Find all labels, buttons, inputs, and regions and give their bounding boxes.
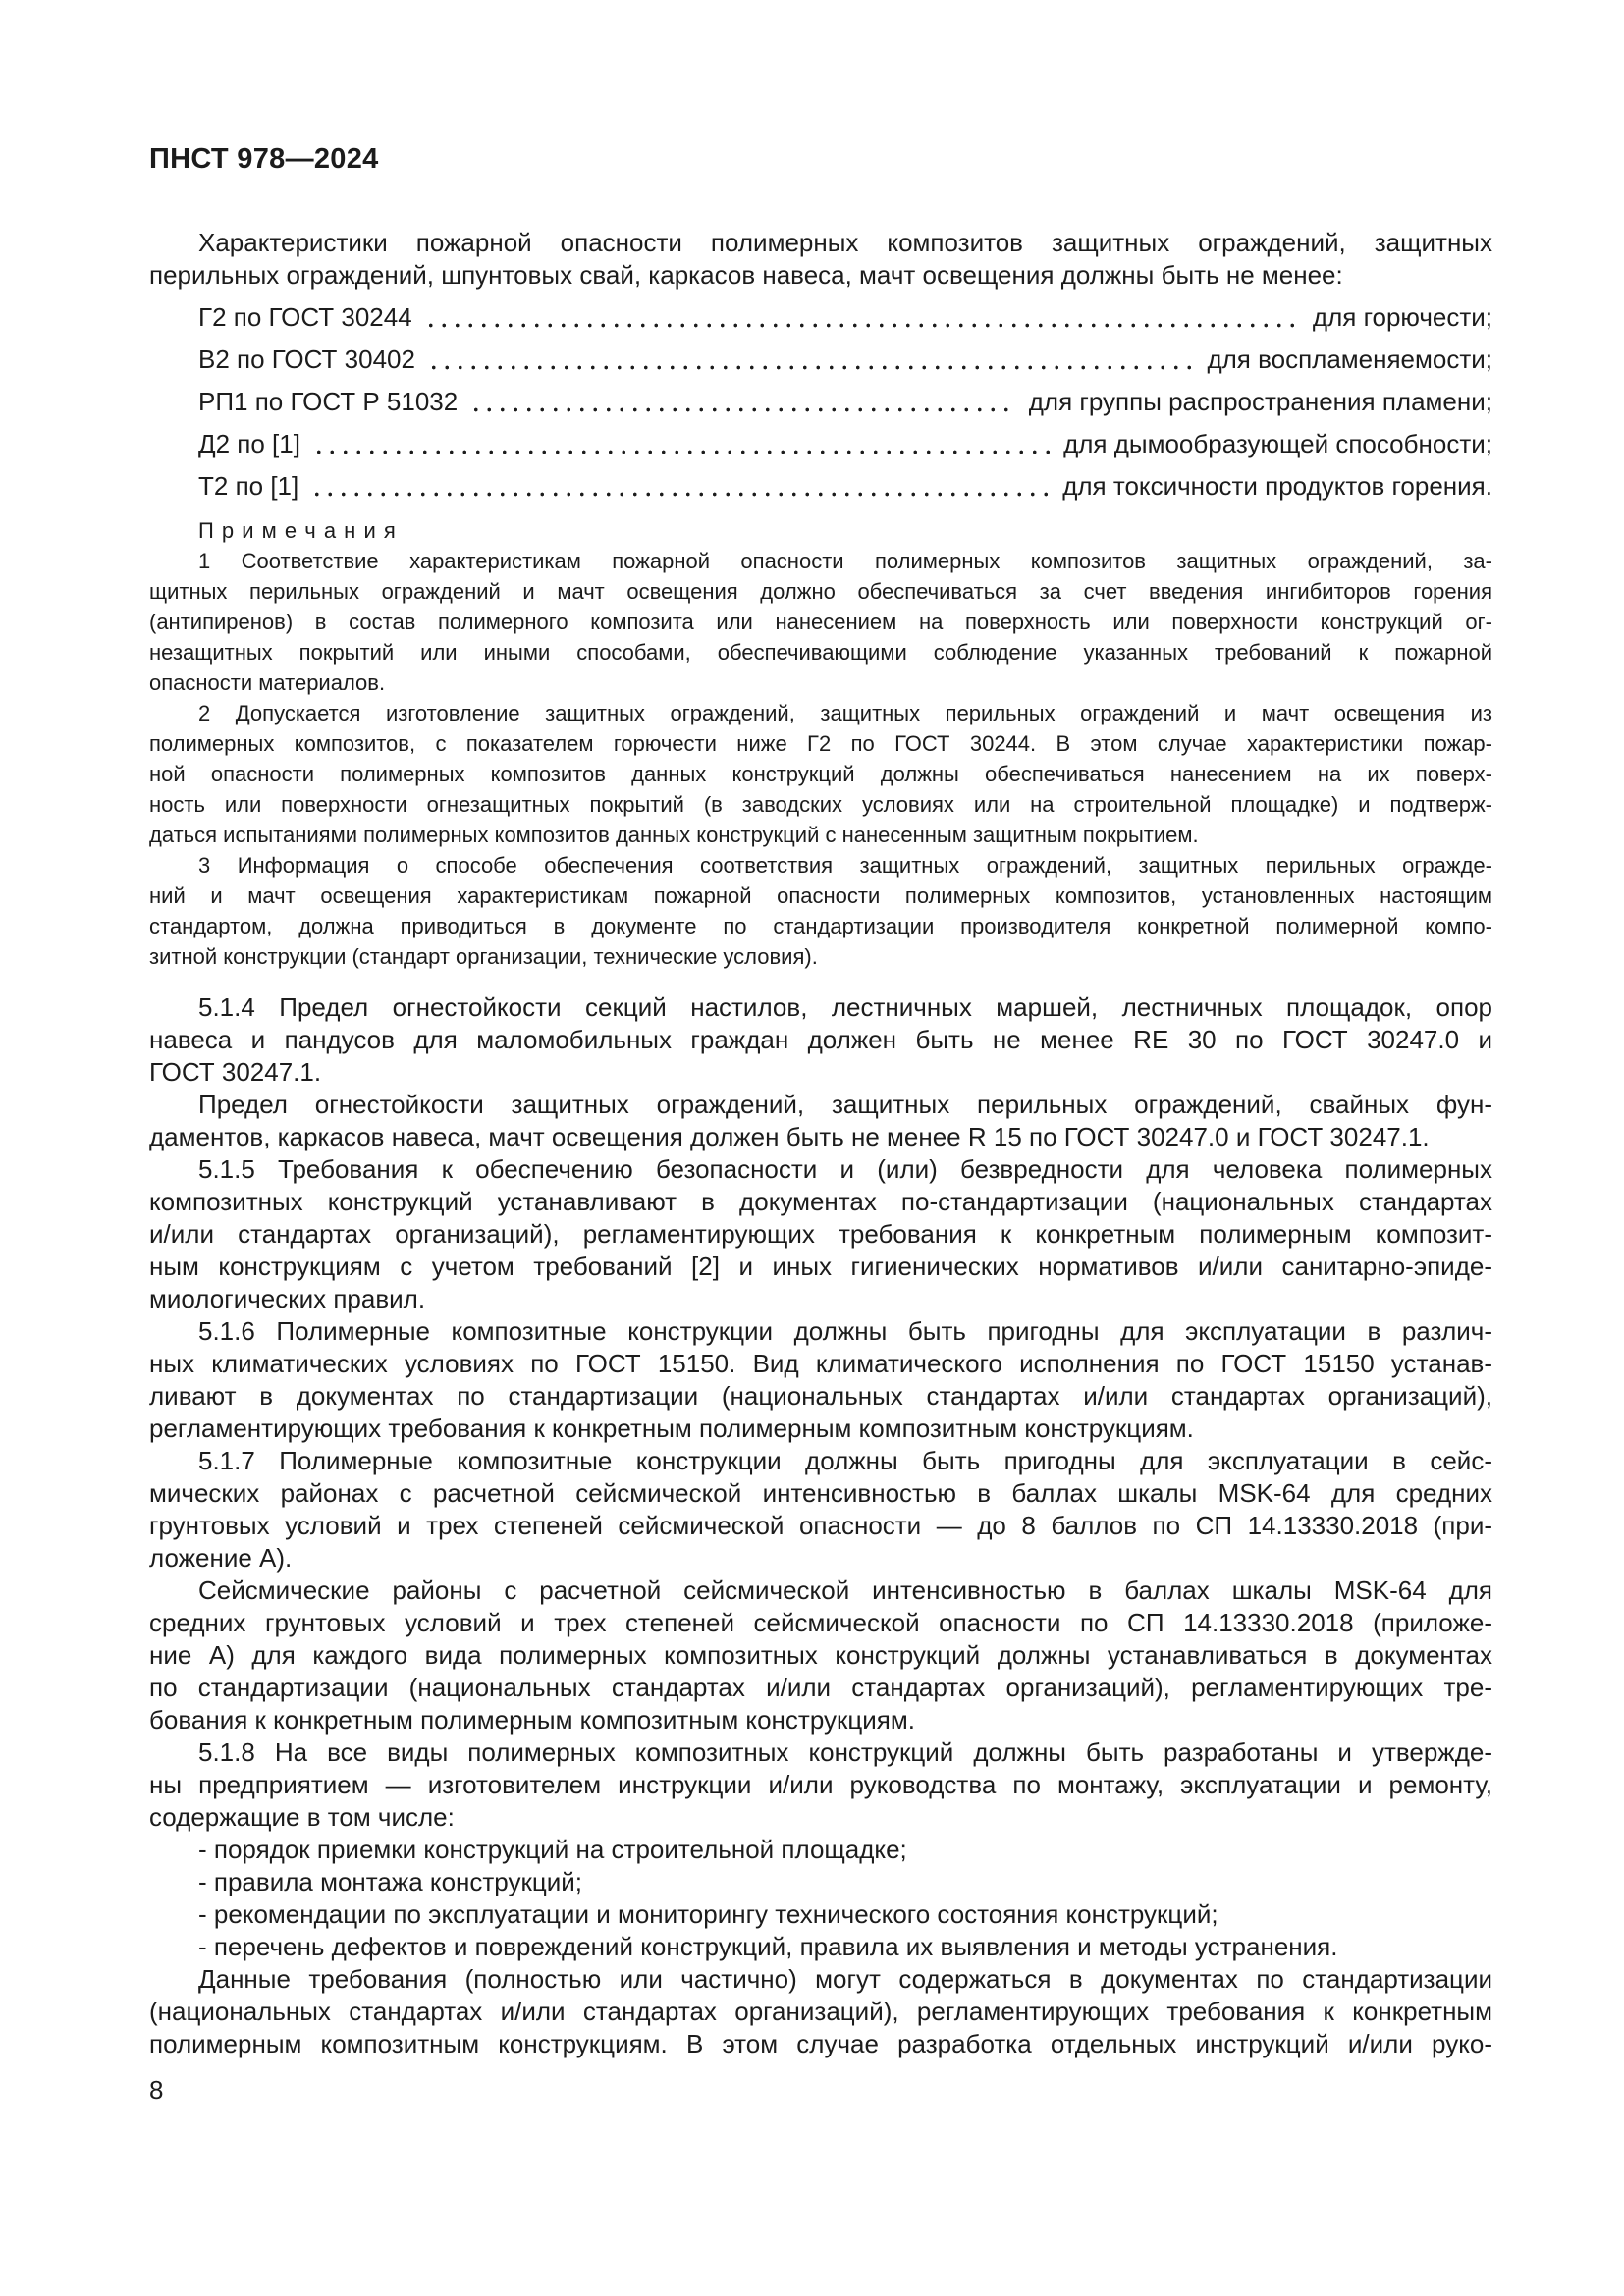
- text-line: полимерным композитным конструкциям. В этом случае разработка отдельных инструкций и/или руко-: [149, 2029, 1492, 2058]
- bullet-list: [149, 1834, 1492, 1963]
- text-line: ность или поверхности огнезащитных покрытий (в заводских условиях или на строительной площадке) и подтверж-: [149, 792, 1492, 817]
- text-line: даментов, каркасов навеса, мачт освещения должен быть не менее R 15 по ГОСТ 30247.0 и ГОСТ 30247.1.: [149, 1122, 1430, 1151]
- note-1: [149, 546, 1492, 698]
- text-line: щитных перильных ограждений и мачт освещения должно обеспечиваться за счет введения ингибиторов горения: [149, 579, 1492, 604]
- text-line: по стандартизации (национальных стандартах и/или стандартах организаций), регламентирующих тре-: [149, 1673, 1492, 1702]
- text-line: 5.1.5 Требования к обеспечению безопасности и (или) безвредности для человека полимерных: [198, 1154, 1492, 1184]
- section-5-1-7: [149, 1445, 1492, 1575]
- text-line: опасности материалов.: [149, 670, 386, 695]
- characteristic-label: для группы распространения пламени;: [1028, 387, 1492, 416]
- notes-block: [149, 515, 1492, 972]
- fire-characteristic-row: [149, 381, 1492, 423]
- text-line: 2 Допускается изготовление защитных ограждений, защитных перильных ограждений и мачт освещения из: [198, 701, 1492, 725]
- page-number: 8: [149, 2075, 164, 2105]
- characteristic-value: В2 по ГОСТ 30402: [198, 345, 415, 374]
- text-line: (национальных стандартах и/или стандартах организаций), регламентирующих требования к конкретным: [149, 1997, 1492, 2026]
- dot-leader: [414, 296, 1311, 339]
- text-line: (антипиренов) в состав полимерного композита или нанесением на поверхность или поверхности конструкций ог-: [149, 610, 1492, 634]
- characteristic-label: для токсичности продуктов горения.: [1062, 471, 1492, 501]
- text-line: 3 Информация о способе обеспечения соответствия защитных ограждений, защитных перильных огражде-: [198, 853, 1492, 878]
- dot-leader: [417, 339, 1205, 381]
- text-line: и/или стандартах организаций), регламентирующих требования к конкретным полимерным композит-: [149, 1219, 1492, 1249]
- text-line: ны предприятием — изготовителем инструкции и/или руководства по монтажу, эксплуатации и ремонту,: [149, 1770, 1492, 1799]
- characteristic-label: для воспламеняемости;: [1207, 345, 1492, 374]
- section-5-1-5: [149, 1153, 1492, 1315]
- text-line: грунтовых условий и трех степеней сейсмической опасности — до 8 баллов по СП 14.13330.2018 (при-: [149, 1511, 1492, 1540]
- text-line: мических районах с расчетной сейсмической интенсивностью в баллах шкалы MSK-64 для средних: [149, 1478, 1492, 1508]
- text-line: ной опасности полимерных композитов данных конструкций должны обеспечиваться нанесением на их поверх-: [149, 762, 1492, 786]
- text-line: полимерных композитов, с показателем горючести ниже Г2 по ГОСТ 30244. В этом случае характеристики пожар-: [149, 731, 1492, 756]
- text-line: ным конструкциям с учетом требований [2] и иных гигиенических нормативов и/или санитарно-эпиде-: [149, 1252, 1492, 1281]
- text-line: Сейсмические районы с расчетной сейсмической интенсивностью в баллах шкалы MSK-64 для: [198, 1575, 1492, 1605]
- text-line: 5.1.8 На все виды полимерных композитных конструкций должны быть разработаны и утвержде-: [198, 1737, 1492, 1767]
- text-line: стандартом, должна приводиться в документе по стандартизации производителя конкретной полимерной компо-: [149, 914, 1492, 938]
- text-line: ний и мачт освещения характеристикам пожарной опасности полимерных композитов, установленных настоящим: [149, 883, 1492, 908]
- bullet-item: - порядок приемки конструкций на строительной площадке;: [198, 1835, 907, 1864]
- intro-paragraph: [149, 227, 1492, 292]
- paragraph-fire-resistance: [149, 1089, 1492, 1153]
- text-line: навеса и пандусов для маломобильных граждан должен быть не менее RE 30 по ГОСТ 30247.0 и: [149, 1025, 1492, 1054]
- paragraph-seismic-areas: [149, 1575, 1492, 1736]
- characteristic-value: Г2 по ГОСТ 30244: [198, 302, 412, 332]
- characteristic-label: для дымообразующей способности;: [1063, 429, 1492, 458]
- text-line: Данные требования (полностью или частично) могут содержаться в документах по стандартизации: [198, 1964, 1492, 1994]
- text-line: 5.1.7 Полимерные композитные конструкции должны быть пригодны для эксплуатации в сейс-: [198, 1446, 1492, 1475]
- note-2: [149, 698, 1492, 850]
- bullet-item: - рекомендации по эксплуатации и мониторингу технического состояния конструкций;: [198, 1899, 1218, 1929]
- text-line: бования к конкретным полимерным композитным конструкциям.: [149, 1705, 915, 1735]
- text-line: регламентирующих требования к конкретным полимерным композитным конструкциям.: [149, 1414, 1194, 1443]
- text-line: ливают в документах по стандартизации (национальных стандартах и/или стандартах организаций),: [149, 1381, 1492, 1411]
- bullet-item: - перечень дефектов и повреждений конструкций, правила их выявления и методы устранения.: [198, 1932, 1338, 1961]
- section-5-1-4: [149, 991, 1492, 1089]
- text-line: Предел огнестойкости защитных ограждений, защитных перильных ограждений, свайных фун-: [198, 1090, 1492, 1119]
- characteristic-label: для горючести;: [1312, 302, 1492, 332]
- text-line: 5.1.6 Полимерные композитные конструкции должны быть пригодны для эксплуатации в различ-: [198, 1316, 1492, 1346]
- text-line: ложение А).: [149, 1543, 293, 1573]
- page-title: ПНСТ 978—2024: [149, 143, 379, 175]
- text-line: содержащие в том числе:: [149, 1802, 455, 1832]
- characteristic-value: РП1 по ГОСТ Р 51032: [198, 387, 459, 416]
- text-line: миологических правил.: [149, 1284, 426, 1313]
- text-line: ГОСТ 30247.1.: [149, 1057, 322, 1087]
- section-5-1-6: [149, 1315, 1492, 1445]
- fire-characteristic-row: [149, 465, 1492, 507]
- dot-leader: [302, 423, 1061, 465]
- text-line: 1 Соответствие характеристикам пожарной опасности полимерных композитов защитных ограждений, за-: [198, 549, 1492, 573]
- characteristic-value: Т2 по [1]: [198, 471, 299, 501]
- characteristic-value: Д2 по [1]: [198, 429, 300, 458]
- note-3: [149, 850, 1492, 972]
- text-line: ние А) для каждого вида полимерных композитных конструкций должны устанавливаться в документах: [149, 1640, 1492, 1670]
- fire-characteristic-row: [149, 339, 1492, 381]
- section-5-1-8: [149, 1736, 1492, 1834]
- fire-characteristic-row: [149, 423, 1492, 465]
- text-line: Характеристики пожарной опасности полимерных композитов защитных ограждений, защитных: [198, 228, 1492, 257]
- fire-characteristic-row: [149, 296, 1492, 339]
- text-line: композитных конструкций устанавливают в документах по-стандартизации (национальных стандартах: [149, 1187, 1492, 1216]
- text-line: незащитных покрытий или иными способами, обеспечивающими соблюдение указанных требований к пожарной: [149, 640, 1492, 665]
- notes-heading: П р и м е ч а н и я: [198, 518, 397, 543]
- fire-characteristics-list: [149, 296, 1492, 507]
- text-line: даться испытаниями полимерных композитов данных конструкций с нанесенным защитным покрытием.: [149, 823, 1199, 847]
- text-line: средних грунтовых условий и трех степеней сейсмической опасности по СП 14.13330.2018 (приложе-: [149, 1608, 1492, 1637]
- document-body: [149, 227, 1492, 2107]
- text-line: перильных ограждений, шпунтовых свай, каркасов навеса, мачт освещения должны быть не менее:: [149, 260, 1343, 290]
- bullet-item: - правила монтажа конструкций;: [198, 1867, 583, 1896]
- dot-leader: [300, 465, 1060, 507]
- text-line: 5.1.4 Предел огнестойкости секций настилов, лестничных маршей, лестничных площадок, опор: [198, 992, 1492, 1022]
- text-line: ных климатических условиях по ГОСТ 15150. Вид климатического исполнения по ГОСТ 15150 устанав-: [149, 1349, 1492, 1378]
- text-line: зитной конструкции (стандарт организации, технические условия).: [149, 944, 818, 969]
- paragraph-final: [149, 1963, 1492, 2060]
- dot-leader: [460, 381, 1027, 423]
